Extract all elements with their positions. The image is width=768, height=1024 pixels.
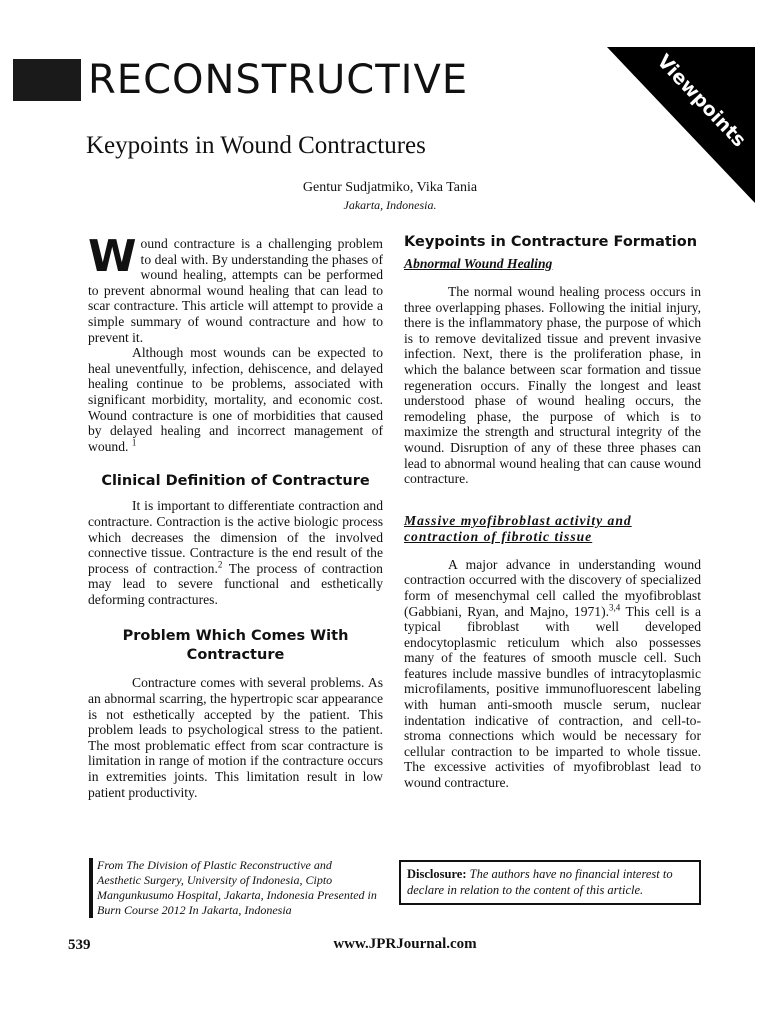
section-title: RECONSTRUCTIVE <box>88 57 469 103</box>
article-title: Keypoints in Wound Contractures <box>86 132 426 159</box>
problem-heading: Problem Which Comes With Contracture <box>122 628 349 664</box>
reference-marker: 2 <box>217 559 223 570</box>
clinical-heading: Clinical Definition of Contracture <box>101 473 370 490</box>
intro-text-1: ound contracture is a challenging problem to deal with. By understanding the phases of wound healing, attempts can be performed to prevent abnormal wound healing that can lead to scar contracture. This article will attempt to provide a simple summary of wound contracture and how to prevent it. <box>88 236 383 345</box>
authors: Gentur Sudjatmiko, Vika Tania <box>302 180 478 195</box>
clinical-paragraph <box>88 498 383 607</box>
reference-marker: 1 <box>131 437 137 448</box>
affiliation-footnote: From The Division of Plastic Reconstructive and Aesthetic Surgery, University of Indonesia, Cipto Mangunkusumo Hospital, Jakarta, Indonesia Presented in Burn Course 2012 In Jakarta, Indonesia <box>89 858 377 918</box>
page-number: 539 <box>68 937 91 953</box>
drop-cap: W <box>88 231 137 282</box>
abnormal-paragraph: The normal wound healing process occurs in three overlapping phases. Following the initial injury, there is the inflammatory phase, the purpose of which is to remove devitalized tissue and prevent invasive infection. Next, there is the proliferation phase, in which the balance between scar formation and tissue regeneration occurs. Finally the longest and least understood phase of wound healing occurs, the remodeling phase, the purpose of which is to maximize the strength and structural integrity of the wound. Disruption of any of these three phases can lead to abnormal wound healing that can cause wound contracture. <box>404 284 701 487</box>
problem-paragraph: Contracture comes with several problems. As an abnormal scarring, the hypertropic scar appearance is not esthetically accepted by the patient. This problem leads to psychological stress to the patient. The most problematic effect from scar contracture is limitation in range of motion if the contracture occurs in extremities joints. This limitation result in low patient productivity. <box>88 675 383 800</box>
disclosure-box <box>399 860 701 905</box>
affiliation: Jakarta, Indonesia. <box>343 198 437 212</box>
abnormal-subheading: Abnormal Wound Healing <box>404 256 553 271</box>
header-black-block <box>13 59 81 101</box>
clinical-text-a: It is important to differentiate contraction and contracture. Contraction is the active biologic process which decreases the dimension of the involved connective tissue. Contracture is the end result of the process of contraction. <box>88 498 383 576</box>
right-column <box>404 233 701 791</box>
clinical-text-b: The process of contraction may lead to severe functional and esthetically deforming contractures. <box>88 560 383 607</box>
reference-marker: 3,4 <box>609 601 621 612</box>
intro-text-2: Although most wounds can be expected to heal uneventfully, infection, dehiscence, and delayed healing continue to be problems, associated with significant morbidity, mortality, and economic cost. Wound contracture is one of morbidities that caused by delayed healing and incorrect management of wound. <box>88 345 383 454</box>
disclosure-text: The authors have no financial interest to declare in relation to the content of this article. <box>407 867 673 897</box>
journal-website: www.JPRJournal.com <box>333 936 477 952</box>
massive-paragraph <box>404 557 701 791</box>
massive-subheading: Massive myofibroblast activity and contraction of fibrotic tissue <box>404 512 632 544</box>
left-column <box>88 231 383 800</box>
intro-paragraph-2 <box>88 345 383 454</box>
corner-label: Viewpoints <box>652 50 751 152</box>
massive-text-a: A major advance in understanding wound contraction occurred with the discovery of specialized form of mesenchymal cell called the myofibroblast (Gabbiani, Ryan, and Majno, 1971). <box>404 556 701 619</box>
massive-text-b: This cell is a typical fibroblast with well developed endocytoplasmic reticulum which also possesses many of the features of smooth muscle cell. Such features include massive bundles of intracytoplasmic microfilaments, positive immunofluorescent labeling with human anti-smooth muscle serum, nuclear indentation indicative of contraction, and cell-to-stroma connections which would be necessary for cellular contraction to be imparted to whole tissue. The excessive activities of myofibroblast lead to wound contracture. <box>404 603 701 791</box>
keypoints-heading: Keypoints in Contracture Formation <box>404 234 698 250</box>
disclosure-label: Disclosure: <box>407 867 467 881</box>
intro-paragraph-1 <box>88 231 383 345</box>
